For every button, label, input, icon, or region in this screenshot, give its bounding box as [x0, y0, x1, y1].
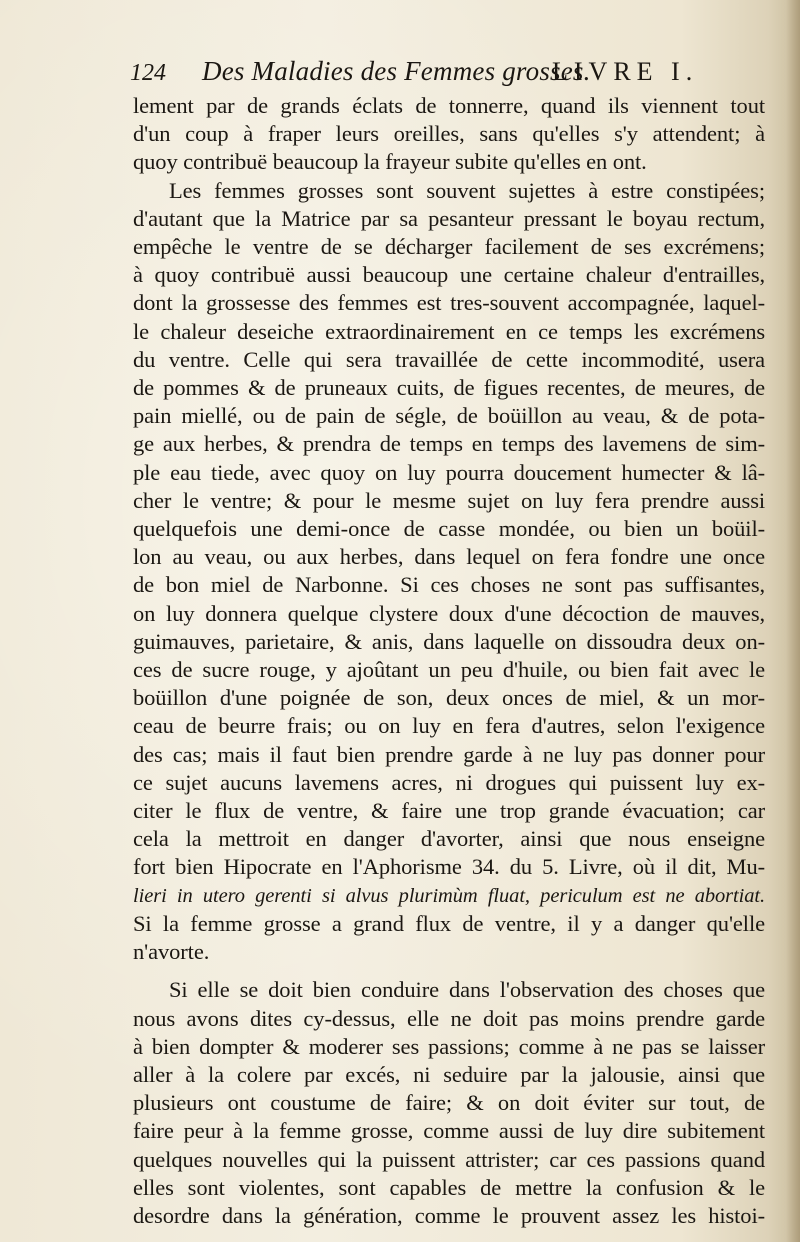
- latin-quote-line: lieri in utero gerenti si alvus plurimùm fluat, periculum est ne abortiat.: [133, 884, 765, 907]
- text-line: à quoy contribuë aussi beaucoup une certaine chaleur d'entrailles,: [133, 262, 765, 288]
- text-line: de bon miel de Narbonne. Si ces choses ne sont pas suffisantes,: [133, 572, 765, 598]
- text-line: desordre dans la génération, comme le prouvent assez les histoi-: [133, 1202, 765, 1228]
- book-label: LIVRE I.: [552, 57, 699, 86]
- text-line: de pommes & de pruneaux cuits, de figues recentes, de meures, de: [133, 375, 765, 401]
- text-line: empêche le ventre de se décharger facilement de ses excrémens;: [133, 234, 765, 260]
- text-line: dont la grossesse des femmes est tres-souvent accompagnée, laquel-: [133, 290, 765, 316]
- text-line: cher le ventre; & pour le mesme sujet on luy fera prendre aussi: [133, 487, 765, 513]
- text-line: lon au veau, ou aux herbes, dans lequel on fera fondre une once: [133, 544, 765, 570]
- text-line: nous avons dites cy-dessus, elle ne doit pas moins prendre garde: [133, 1005, 765, 1031]
- page-header: [130, 52, 770, 92]
- text-line: quelquefois une demi-once de casse mondée, ou bien un boüil-: [133, 516, 765, 542]
- paragraph-spacer: [133, 966, 765, 976]
- text-line: quelques nouvelles qui la puissent attrister; car ces passions quand: [133, 1146, 765, 1172]
- paragraph-3: [133, 976, 765, 1230]
- text-line: ple eau tiede, avec quoy on luy pourra doucement humecter & lâ-: [133, 459, 765, 485]
- text-line: des cas; mais il faut bien prendre garde à ne luy pas donner pour: [133, 741, 765, 767]
- text-line: pain miellé, ou de pain de ségle, de boüillon au veau, & de pota-: [133, 403, 765, 429]
- body-text: [133, 92, 765, 1230]
- text-line: guimauves, parietaire, & anis, dans laquelle on dissoudra deux on-: [133, 628, 765, 654]
- paragraph-2: [133, 177, 765, 967]
- text-line: ge aux herbes, & prendra de temps en temps des lavemens de sim-: [133, 431, 765, 457]
- text-line: elles sont violentes, sont capables de mettre la confusion & le: [133, 1174, 765, 1200]
- text-line: boüillon d'une poignée de son, deux onces de miel, & un mor-: [133, 685, 765, 711]
- text-line: d'autant que la Matrice par sa pesanteur pressant le boyau rectum,: [133, 205, 765, 231]
- text-line: à bien dompter & moderer ses passions; comme à ne pas se laisser: [133, 1033, 765, 1059]
- text-line: d'un coup à fraper leurs oreilles, sans qu'elles s'y attendent; à: [133, 121, 765, 147]
- text-line: aller à la colere par excés, ni seduire par la jalousie, ainsi que: [133, 1061, 765, 1087]
- page-number: 124: [130, 60, 166, 86]
- text-line: plusieurs ont coustume de faire; & on doit éviter sur tout, de: [133, 1090, 765, 1116]
- text-line: quoy contribuë beaucoup la frayeur subite qu'elles en ont.: [133, 149, 647, 175]
- text-line: le chaleur deseiche extraordinairement en ce temps les excrémens: [133, 318, 765, 344]
- text-line: on luy donnera quelque clystere doux d'une décoction de mauves,: [133, 600, 765, 626]
- text-line: lement par de grands éclats de tonnerre, quand ils viennent tout: [133, 93, 765, 118]
- text-line: Si la femme grosse a grand flux de ventre, il y a danger qu'elle: [133, 910, 765, 936]
- running-title: Des Maladies des Femmes grosses.: [202, 56, 591, 86]
- text-line: ceau de beurre frais; ou on luy en fera d'autres, selon l'exigence: [133, 713, 765, 739]
- paragraph-1: [133, 92, 765, 177]
- page-edge-shadow: [786, 0, 800, 1242]
- text-line: faire peur à la femme grosse, comme aussi de luy dire subitement: [133, 1118, 765, 1144]
- text-line: fort bien Hipocrate en l'Aphorisme 34. du 5. Livre, où il dit, Mu-: [133, 854, 765, 880]
- text-line: ce sujet aucuns lavemens acres, ni drogues qui puissent luy ex-: [133, 769, 765, 795]
- text-line: Si elle se doit bien conduire dans l'observation des choses que: [169, 977, 765, 1003]
- text-line: Les femmes grosses sont souvent sujettes à estre constipées;: [169, 177, 765, 203]
- text-line: du ventre. Celle qui sera travaillée de cette incommodité, usera: [133, 346, 765, 372]
- text-line: citer le flux de ventre, & faire une trop grande évacuation; car: [133, 798, 765, 824]
- text-line: cela la mettroit en danger d'avorter, ainsi que nous enseigne: [133, 826, 765, 852]
- text-line: n'avorte.: [133, 939, 210, 965]
- text-line: ces de sucre rouge, y ajoûtant un peu d'huile, ou bien fait avec le: [133, 657, 765, 683]
